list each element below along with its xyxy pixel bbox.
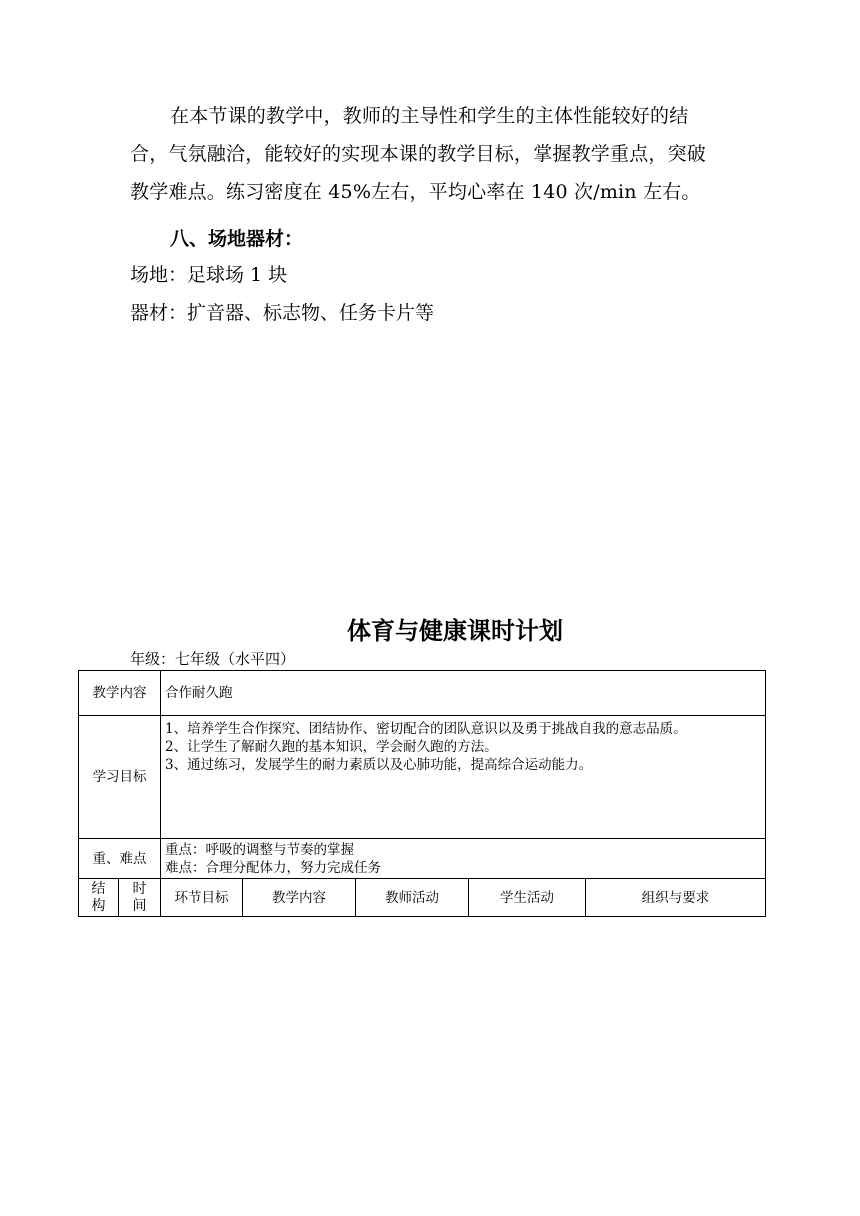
goal-item: 2、让学生了解耐久跑的基本知识，学会耐久跑的方法。 bbox=[165, 739, 498, 755]
difficult-point: 难点：合理分配体力，努力完成任务 bbox=[165, 859, 381, 876]
header-teaching-content: 教学内容 bbox=[243, 879, 356, 917]
summary-line: 合，气氛融洽，能较好的实现本课的教学目标，掌握教学重点，突破 bbox=[130, 143, 707, 165]
summary-line: 在本节课的教学中，教师的主导性和学生的主体性能较好的结 bbox=[170, 105, 689, 127]
summary-line: 教学难点。练习密度在 45%左右，平均心率在 140 次/min 左右。 bbox=[130, 181, 701, 203]
header-time: 时 间 bbox=[119, 879, 161, 917]
key-cell bbox=[161, 839, 766, 879]
summary-paragraph bbox=[130, 97, 730, 211]
table-header-row bbox=[79, 879, 766, 917]
plan-title: 体育与健康课时计划 bbox=[347, 617, 563, 645]
goal-item: 1、培养学生合作探究、团结协作、密切配合的团队意识以及勇于挑战自我的意志品质。 bbox=[165, 721, 687, 737]
header-segment-goal: 环节目标 bbox=[161, 879, 243, 917]
content-label: 教学内容 bbox=[79, 671, 161, 716]
table-row bbox=[79, 671, 766, 716]
header-teacher-activity: 教师活动 bbox=[356, 879, 469, 917]
grade-label: 年级：七年级（水平四） bbox=[130, 650, 296, 668]
content-value: 合作耐久跑 bbox=[161, 671, 766, 716]
section-heading-venue-equipment: 八、场地器材： bbox=[170, 228, 304, 250]
lesson-plan-table bbox=[78, 670, 766, 917]
table-row bbox=[79, 839, 766, 879]
header-student-activity: 学生活动 bbox=[469, 879, 586, 917]
goal-item: 3、通过练习，发展学生的耐力素质以及心肺功能，提高综合运动能力。 bbox=[165, 757, 593, 773]
header-structure: 结 构 bbox=[79, 879, 119, 917]
key-point: 重点：呼吸的调整与节奏的掌握 bbox=[165, 841, 354, 858]
goals-label: 学习目标 bbox=[79, 716, 161, 839]
key-label: 重、难点 bbox=[79, 839, 161, 879]
venue-line: 场地：足球场 1 块 bbox=[130, 264, 288, 286]
equipment-line: 器材：扩音器、标志物、任务卡片等 bbox=[130, 302, 435, 324]
header-organization: 组织与要求 bbox=[586, 879, 766, 917]
goals-cell bbox=[161, 716, 766, 839]
table-row bbox=[79, 716, 766, 839]
